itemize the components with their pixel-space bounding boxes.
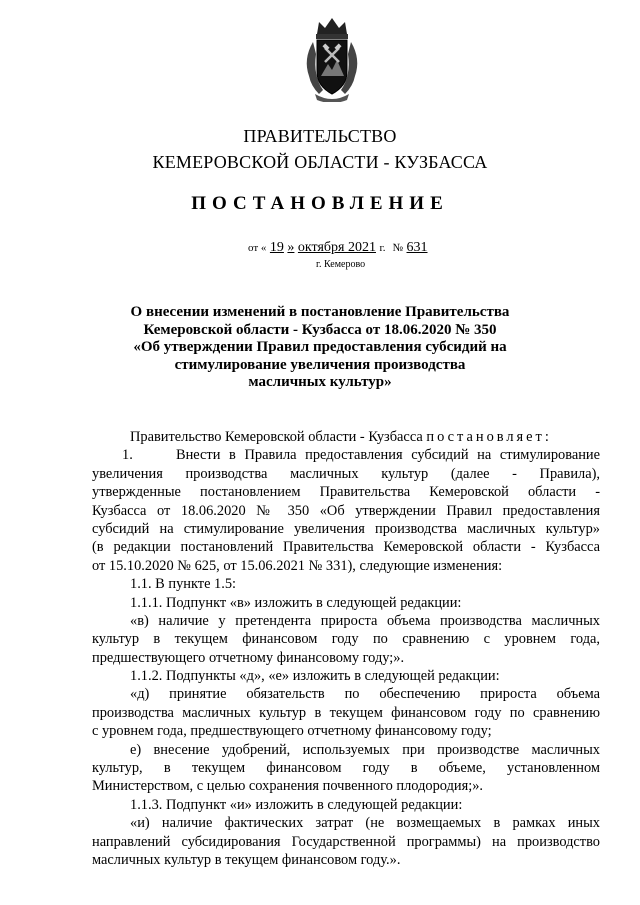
quote-e-line: Министерством, с целью сохранения почвенного плодородия;». (92, 778, 484, 795)
enacting-clause-spaced: постановляет: (426, 429, 552, 445)
paragraph-1-line: утвержденные постановлением Правительства Кемеровской области - (92, 484, 600, 501)
subparagraph-1-1-2: 1.1.2. Подпункты «д», «е» изложить в следующей редакции: (130, 668, 500, 685)
government-name-line1: ПРАВИТЕЛЬСТВО (243, 126, 397, 146)
quote-e-line: культур, в текущем финансовом году в объеме, установленном (92, 760, 600, 777)
quote-i-line: «и) наличие фактических затрат (не возмещаемых в рамках иных (130, 815, 600, 832)
title-line: масличных культур» (248, 374, 392, 390)
date-prefix: от « (248, 242, 267, 254)
paragraph-1-text: Внести в Правила предоставления субсидий на стимулирование (176, 447, 600, 464)
document-number-label: № (392, 242, 404, 254)
document-date-number-line (248, 240, 428, 256)
title-line: стимулирование увеличения производства (174, 356, 466, 373)
quote-d-line: «д) принятие обязательств по обеспечению прироста объема (130, 686, 600, 703)
document-type-heading: ПОСТАНОВЛЕНИЕ (191, 193, 449, 214)
paragraph-1-line: (в редакции постановлений Правительства Кемеровской области - Кузбасса (92, 539, 600, 556)
paragraph-1-line: от 15.10.2020 № 625, от 15.06.2021 № 331), следующие изменения: (92, 557, 503, 574)
quote-v-line: культур в текущем финансовом году по сравнению с уровнем года, (92, 631, 600, 648)
paragraph-1-number: 1. (122, 447, 133, 464)
paragraph-1-line: Кузбасса от 18.06.2020 № 350 «Об утверждении Правил предоставления (92, 502, 600, 519)
coat-of-arms-emblem (301, 14, 363, 102)
enacting-clause (92, 428, 600, 446)
government-name-line2: КЕМЕРОВСКОЙ ОБЛАСТИ - КУЗБАССА (152, 152, 488, 172)
subparagraph-1-1-1: 1.1.1. Подпункт «в» изложить в следующей редакции: (130, 594, 462, 611)
date-day: 19 (269, 240, 284, 255)
quote-v-line: предшествующего отчетному финансовому году;». (92, 649, 405, 666)
document-title (0, 304, 640, 392)
document-city: г. Кемерово (316, 259, 366, 270)
title-line: О внесении изменений в постановление Правительства (130, 304, 510, 320)
title-line: Кемеровской области - Кузбасса от 18.06.2020 № 350 (143, 321, 497, 338)
enacting-clause-text: Правительство Кемеровской области - Кузбасса (130, 429, 423, 445)
date-month-year: октября 2021 (297, 240, 376, 255)
quote-d-line: с уровнем года, предшествующего отчетному финансовому году; (92, 723, 492, 740)
paragraph-1-line (92, 446, 600, 464)
quote-i-line: направлений субсидирования Государственной программы) на производство (92, 833, 600, 850)
quote-e-line: е) внесение удобрений, используемых при производстве масличных (130, 741, 600, 758)
quote-v-line: «в) наличие у претендента прироста объема производства масличных (130, 612, 600, 629)
subparagraph-1-1: 1.1. В пункте 1.5: (130, 576, 237, 593)
title-line: «Об утверждении Правил предоставления субсидий на (133, 339, 507, 355)
paragraph-1-line: увеличения производства масличных культур (далее - Правила), (92, 465, 600, 482)
document-body (92, 428, 600, 869)
subparagraph-1-1-3: 1.1.3. Подпункт «и» изложить в следующей редакции: (130, 796, 463, 813)
date-year-suffix: г. (379, 242, 386, 254)
quote-i-line: масличных культур в текущем финансовом году.». (92, 851, 401, 868)
paragraph-1-line: субсидий на стимулирование увеличения производства масличных культур» (92, 520, 600, 537)
date-day-close: » (287, 240, 295, 255)
quote-d-line: производства масличных культур в текущем финансовом году по сравнению (92, 704, 600, 721)
document-number: 631 (406, 240, 428, 255)
